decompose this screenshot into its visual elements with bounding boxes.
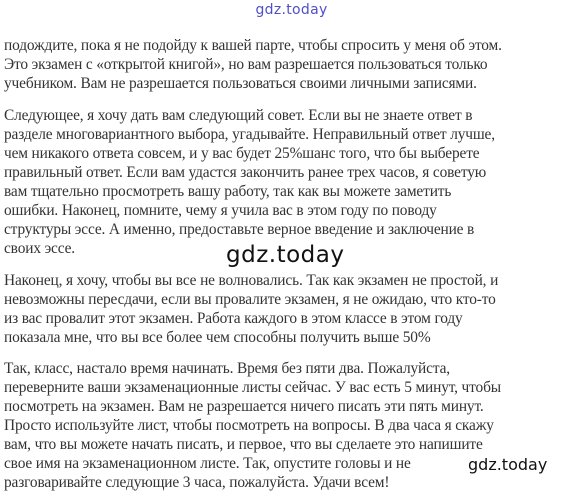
paragraph-4-line-2: переверните ваши экзаменационные листы сейчас. У вас есть 5 минут, чтобы bbox=[4, 379, 501, 396]
paragraph-3-line-2: невозможны пересдачи, если вы провалите экзамен, я не ожидаю, что кто-то bbox=[4, 291, 496, 308]
watermark-middle: gdz.today bbox=[226, 242, 345, 268]
paragraph-4-line-5: вам, что вы можете начать писать, и первое, что вы сделаете это напишите bbox=[4, 436, 483, 453]
paragraph-4-line-7: разговаривайте следующие 3 часа, пожалуйста. Удачи всем! bbox=[4, 474, 390, 491]
paragraph-1-line-1: подождите, пока я не подойду к вашей парте, чтобы спросить у меня об этом. bbox=[4, 37, 502, 54]
paragraph-2-line-7: структуры эссе. А именно, предоставьте верное введение и заключение в bbox=[4, 221, 475, 238]
paragraph-1-line-3: учебником. Вам не разрешается пользоваться своими личными записями. bbox=[4, 75, 477, 92]
paragraph-2-line-6: ошибки. Наконец, помните, чему я учила вас в этом году по поводу bbox=[4, 202, 437, 219]
paragraph-4-line-3: посмотреть на экзамен. Вам не разрешается ничего писать эти пять минут. bbox=[4, 398, 484, 415]
paragraph-2-line-1: Следующее, я хочу дать вам следующий совет. Если вы не знаете ответ в bbox=[4, 107, 473, 124]
watermark-bottom: gdz.today bbox=[468, 455, 548, 474]
watermark-top: gdz.today bbox=[255, 2, 328, 18]
paragraph-1-line-2: Это экзамен с «открытой книгой», но вам разрешается пользоваться только bbox=[4, 56, 488, 73]
paragraph-3-line-1: Наконец, я хочу, чтобы вы все не волновались. Так как экзамен не простой, и bbox=[4, 272, 499, 289]
paragraph-4-line-6: свое имя на экзаменационном листе. Так, опустите головы и не bbox=[4, 455, 411, 472]
paragraph-2-line-3: чем никакого ответа совсем, и у вас будет 25%шанс того, что бы выберете bbox=[4, 145, 480, 162]
paragraph-2-line-5: вам тщательно просмотреть вашу работу, так как вы можете заметить bbox=[4, 183, 452, 200]
paragraph-4-line-4: Просто используйте лист, чтобы посмотреть на вопросы. В два часа я скажу bbox=[4, 417, 494, 434]
paragraph-3-line-4: показала мне, что вы все более чем способны получить выше 50% bbox=[4, 329, 431, 346]
paragraph-4-line-1: Так, класс, настало время начинать. Время без пяти два. Пожалуйста, bbox=[4, 360, 450, 377]
paragraph-2-line-2: разделе многовариантного выбора, угадывайте. Неправильный ответ лучше, bbox=[4, 126, 495, 143]
paragraph-2-line-4: правильный ответ. Если вам удастся закончить ранее трех часов, я советую bbox=[4, 164, 487, 181]
paragraph-3-line-3: из вас провалит этот экзамен. Работа каждого в этом классе в этом году bbox=[4, 310, 463, 327]
paragraph-2-line-8: своих эссе. bbox=[4, 240, 75, 257]
